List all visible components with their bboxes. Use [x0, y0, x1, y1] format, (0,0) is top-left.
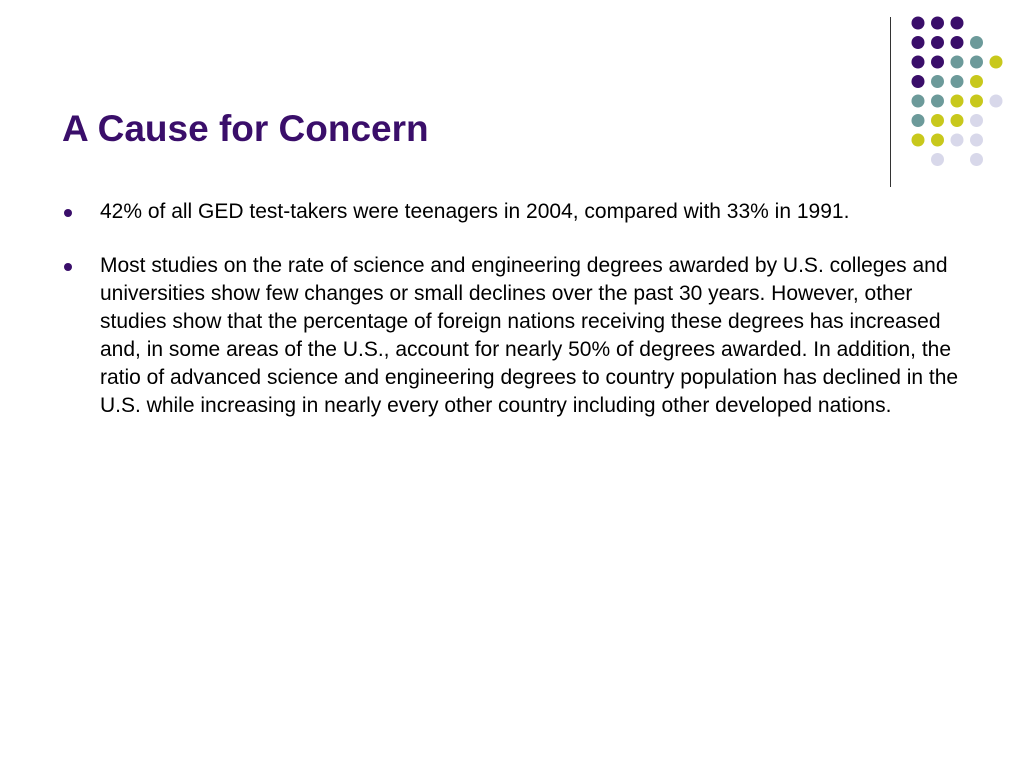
- decorative-dot: [912, 36, 925, 49]
- decorative-dot: [970, 114, 983, 127]
- bullet-item: [60, 198, 960, 226]
- decorative-dot: [931, 114, 944, 127]
- decorative-dot: [951, 134, 964, 147]
- bullet-text: Most studies on the rate of science and engineering degrees awarded by U.S. colleges and universities show few changes or small declines over the past 30 years. However, other studies show that the percentage of foreign nations receiving these degrees has increased and, in some areas of the U.S., account for nearly 50% of degrees awarded. In addition, the ratio of advanced science and engineering degrees to country population has declined in the U.S. while increasing in nearly every other country including other developed nations.: [100, 254, 959, 417]
- decorative-dot: [951, 95, 964, 108]
- decorative-dot: [970, 134, 983, 147]
- decorative-dot: [912, 114, 925, 127]
- decorative-dot: [912, 134, 925, 147]
- decorative-dot: [931, 134, 944, 147]
- decorative-dot: [990, 56, 1003, 69]
- decorative-dot: [970, 36, 983, 49]
- vertical-divider: [890, 17, 891, 187]
- bullet-dot: [64, 209, 72, 217]
- decorative-dot: [912, 56, 925, 69]
- decorative-dot: [912, 17, 925, 30]
- decorative-dot: [931, 56, 944, 69]
- bullet-dot: [64, 263, 72, 271]
- decorative-dot: [931, 36, 944, 49]
- bullet-item: [60, 252, 960, 420]
- decorative-dot: [951, 17, 964, 30]
- decorative-dot: [970, 153, 983, 166]
- decorative-dot: [970, 75, 983, 88]
- decorative-dot: [990, 95, 1003, 108]
- decorative-dot: [931, 95, 944, 108]
- decorative-dot: [931, 17, 944, 30]
- decorative-dot: [970, 56, 983, 69]
- bullet-list: [60, 198, 960, 420]
- decorative-dot: [912, 95, 925, 108]
- decorative-dot: [951, 114, 964, 127]
- decorative-dot: [951, 75, 964, 88]
- decorative-dot: [970, 95, 983, 108]
- slide-title: A Cause for Concern: [62, 108, 429, 149]
- bullet-text: 42% of all GED test-takers were teenagers in 2004, compared with 33% in 1991.: [100, 200, 850, 223]
- decorative-dot: [912, 75, 925, 88]
- decorative-dot: [951, 36, 964, 49]
- decorative-dot: [931, 153, 944, 166]
- decorative-dot: [931, 75, 944, 88]
- decorative-dot: [951, 56, 964, 69]
